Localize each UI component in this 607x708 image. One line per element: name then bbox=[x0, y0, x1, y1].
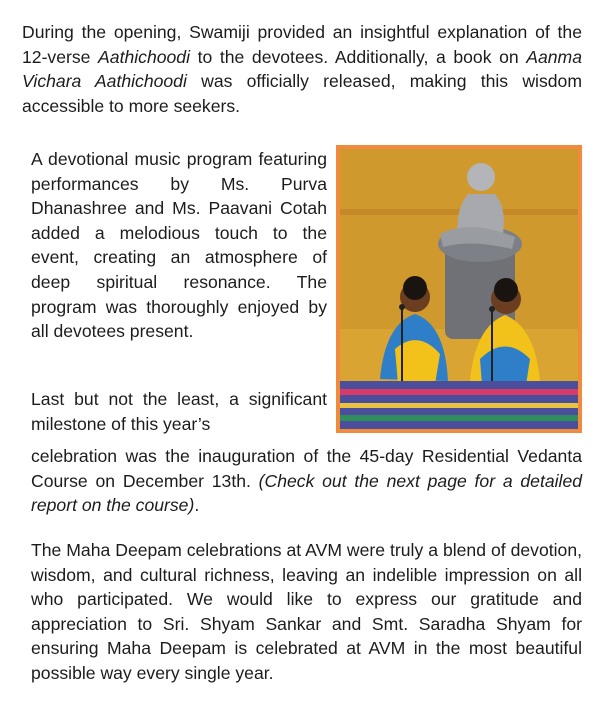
paragraph-closing: The Maha Deepam celebrations at AVM were truly a blend of devotion, wisdom, and cultural richness, leaving an indelible impression on all who participated. We would like to express our gratitude and appreciation to Sri. Shyam Sankar and Smt. Saradha Shyam for ensuring Maha Deepam is celebrated at AVM in the most beautiful possible way every single year. bbox=[31, 540, 582, 683]
event-photo bbox=[336, 145, 582, 433]
photo-illustration bbox=[340, 149, 578, 429]
paragraph-opening: During the opening, Swamiji provided an insightful explanation of the 12-verse Aathichoodi to the devotees. Additionally, a book on Aanma Vichara Aathichoodi was officially released, making this wisdom accessible to more seekers. bbox=[22, 22, 582, 116]
paragraph-music-program: A devotional music program featuring performances by Ms. Purva Dhanashree and Ms. Paavani Cotah added a melodious touch to the event, creating an atmosphere of deep spiritual resonance. The program was thoroughly enjoyed by all devotees present. bbox=[31, 149, 327, 342]
paragraph-milestone-continued: celebration was the inauguration of the 45-day Residential Vedanta Course on December 13th. (Check out the next page for a detailed report on the course). bbox=[31, 446, 583, 516]
paragraph-milestone-start: Last but not the least, a significant milestone of this year’s bbox=[31, 389, 327, 434]
